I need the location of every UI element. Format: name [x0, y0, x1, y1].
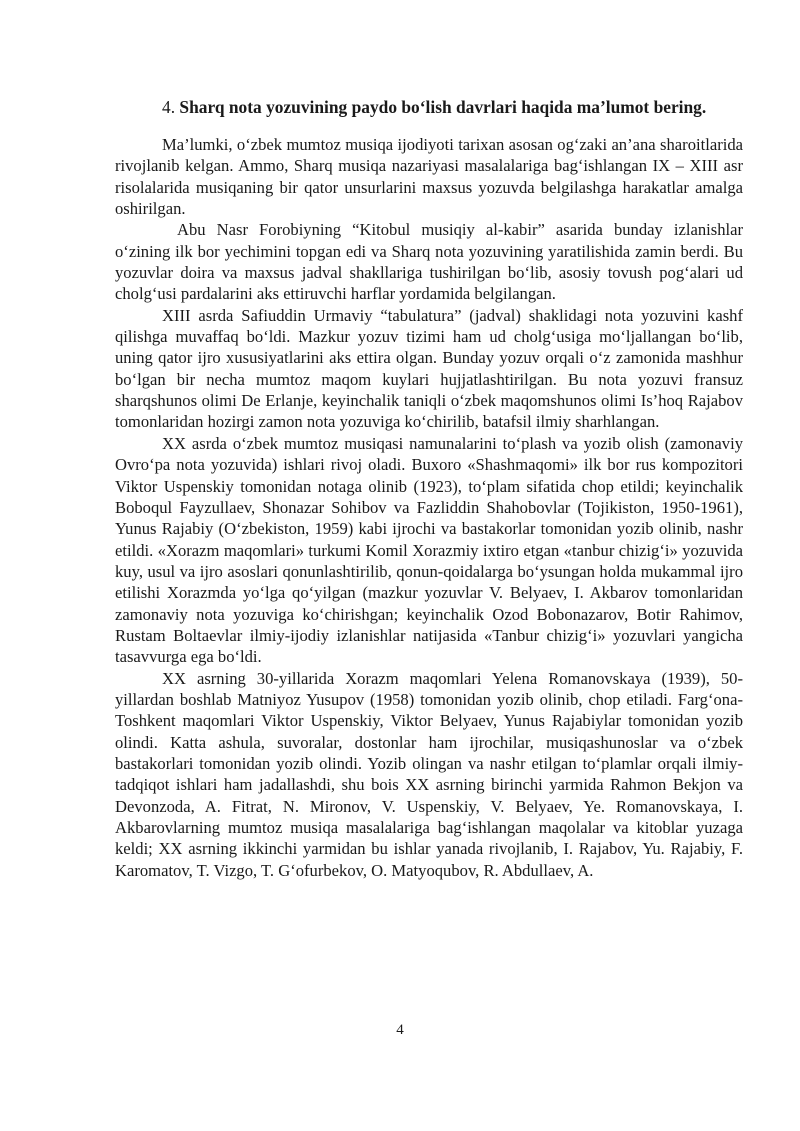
page-number: 4: [396, 1022, 404, 1038]
paragraph: Ma’lumki, o‘zbek mumtoz musiqa ijodiyoti tarixan asosan og‘zaki an’ana sharoitlarida rivojlanib kelgan. Ammo, Sharq musiqa nazariyasi masalalariga bag‘ishlangan IX – XIII asr risolalarida musiqaning bir qator unsurlarini maxsus yozuvda belgilashga harakatlar amalga oshirilgan.: [115, 135, 743, 219]
page-body: [115, 96, 743, 881]
paragraph: XX asrning 30-yillarida Xorazm maqomlari Yelena Romanovskaya (1939), 50-yillardan boshlab Matniyoz Yusupov (1958) tomonidan yozib olinib, chop etiladi. Farg‘ona-Toshkent maqomlari Viktor Uspenskiy, Viktor Belyaev, Yunus Rajabiylar tomonidan yozib olindi. Katta ashula, suvoralar, dostonlar ham ijrochilar, musiqashunoslar va o‘zbek bastakorlari tomonidan yozib olindi. Yozib olingan va nashr etilgan to‘plamlar orqali ilmiy-tadqiqot ishlari ham jadallashdi, shu bois XX asrning birinchi yarmida Rahmon Bekjon va Devonzoda, A. Fitrat, N. Mironov, V. Uspenskiy, V. Belyaev, Ye. Romanovskaya, I. Akbarovlarning mumtoz musiqa masalalariga bag‘ishlangan maqolalar va kitoblar yuzaga keldi; XX asrning ikkinchi yarmidan bu ishlar yanada rivojlanib, I. Rajabov, Yu. Rajabiy, F. Karomatov, T. Vizgo, T. G‘ofurbekov, O. Matyoqubov, R. Abdullaev, A.: [115, 668, 743, 880]
section-heading: [115, 96, 743, 118]
section-title: Sharq nota yozuvining paydo bo‘lish davrlari haqida ma’lumot bering.: [179, 97, 707, 117]
paragraph: XIII asrda Safiuddin Urmaviy “tabulatura” (jadval) shaklidagi nota yozuvini kashf qilishga muvaffaq bo‘ldi. Mazkur yozuv tizimi ham ud cholg‘usiga mo‘ljallangan bo‘lib, uning qator ijro xususiyatlarini aks ettira olgan. Bunday yozuv orqali o‘z zamonida mashhur bo‘lgan bir necha mumtoz maqom kuylari hujjatlashtirilgan. Bu nota yozuvi fransuz sharqshunos olimi De Erlanje, keyinchalik taniqli o‘zbek maqomshunos olimi Is’hoq Rajabov tomonlaridan hozirgi zamon nota yozuviga ko‘chirilib, batafsil ilmiy sharhlangan.: [115, 305, 743, 432]
paragraph: XX asrda o‘zbek mumtoz musiqasi namunalarini to‘plash va yozib olish (zamonaviy Ovro‘pa nota yozuvida) ishlari rivoj oladi. Buxoro «Shashmaqomi» ilk bor rus kompozitori Viktor Uspenskiy tomonidan notaga olinib (1923), to‘plam sifatida chop etildi; keyinchalik Boboqul Fayzullaev, Shonazar Sohibov va Fazliddin Shahobovlar (Tojikiston, 1950-1961), Yunus Rajabiy (O‘zbekiston, 1959) kabi ijrochi va bastakorlar tomonidan yozib olinib, nashr etildi. «Xorazm maqomlari» turkumi Komil Xorazmiy ixtiro etgan «tanbur chizig‘i» yozuvida kuy, usul va ijro asoslari qonunlashtirilib, qonun-qoidalarga bo‘ysungan holda mukammal ijro etilishi Xorazmda yo‘lga qo‘yilgan (mazkur yozuvlar V. Belyaev, I. Akbarov tomonlaridan zamonaviy nota yozuviga ko‘chirishgan; keyinchalik Ozod Bobonazarov, Botir Rahimov, Rustam Boltaevlar ilmiy-ijodiy izlanishlar natijasida «Tanbur chizig‘i» yozuvlari yangicha tasavvurga ega bo‘ldi.: [115, 433, 743, 667]
paragraph: Abu Nasr Forobiyning “Kitobul musiqiy al-kabir” asarida bunday izlanishlar o‘zining ilk bor yechimini topgan edi va Sharq nota yozuvining yaratilishida zamin berdi. Bu yozuvlar doira va maxsus jadval shakllariga tushirilgan bo‘lib, asosiy tovush pog‘alari ud cholg‘usi pardalarini aks ettiruvchi harflar yordamida belgilangan.: [115, 220, 743, 304]
section-number: 4.: [162, 97, 176, 117]
